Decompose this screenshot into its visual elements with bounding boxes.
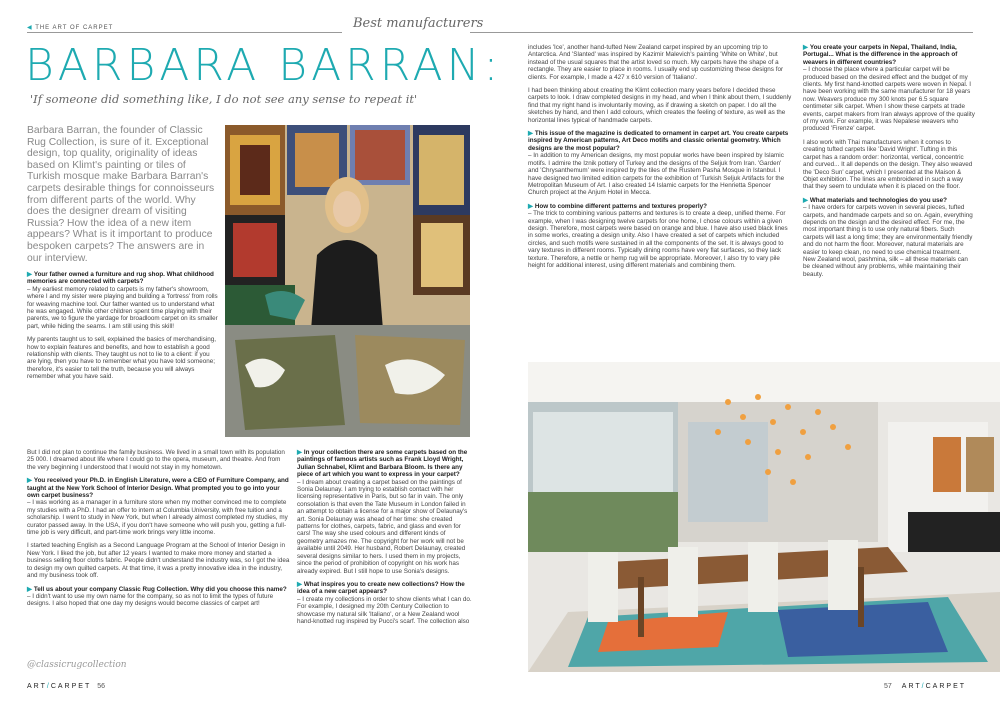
question: ▶ In your collection there are some carpets based on the paintings of famous artists such as Frank Lloyd Wright, Julian Schnabel, Klimt and Barbara Bloom. Is there any piece of art which you want to express in your carpet? bbox=[297, 449, 473, 479]
running-header-text: THE ART OF CARPET bbox=[35, 25, 114, 31]
question: ▶ How to combine different patterns and textures properly? bbox=[528, 203, 792, 210]
answer: – I was working as a manager in a furniture store when my mother convinced me to complete my studies with a PhD. I had an offer to intern at Columbia University, with free tuition and a scholarship. I went to study in New York, but when I already almost completed my studies, my curator passed away. In the USA, if you don't have someone who will push you, getting a full-time job is very difficult, and part-time work brings very little income. bbox=[27, 499, 288, 537]
article-subtitle: 'If someone did something like, I do not see any sense to repeat it' bbox=[30, 92, 418, 106]
portrait-illustration bbox=[225, 125, 470, 437]
interior-photo bbox=[528, 362, 1000, 672]
answer: But I did not plan to continue the family business. We lived in a small town with its population 25 000. I dreamed about life where I could go to the opera, museum, and theatre. And from the very beginning I understood that I would not stay in my hometown. bbox=[27, 449, 285, 471]
column-left-lower bbox=[27, 449, 290, 614]
arrow-icon: ◀ bbox=[27, 25, 33, 31]
answer: includes 'Ice', another hand-tufted New Zealand carpet inspired by an upcoming trip to Antarctica. And 'Slanted' was inspired by Kazimir Malevich's painting 'White on White', but instead of the usual squares that the artist loved so much. My carpets have the shape of a rectangle. They are easier to place in rooms. I usually end up customizing these designs for clients. For example, I made a 427 x 610 version of 'Italiano'. bbox=[528, 44, 784, 81]
column-right-b bbox=[803, 44, 975, 284]
page-number-right: 57 bbox=[884, 683, 892, 690]
page-number-left: 56 bbox=[97, 683, 106, 690]
answer: I started teaching English as a Second Language Program at the School of Interior Design in New York. I liked the job, but after 12 years I wanted to make more money and started a business selling floor cloths fabric. People didn't understand the industry was, so I got the idea to design my own quilted carpets. At that time, it was a pretty innovative idea in the industry, and my business took off. bbox=[27, 542, 290, 580]
column-left-upper bbox=[27, 271, 220, 387]
footer-brand-carpet: CARPET bbox=[50, 683, 92, 690]
intro-block bbox=[27, 125, 220, 264]
question: ▶ This issue of the magazine is dedicated to ornament in carpet art. You create carpets inspired by American patterns, Art Deco motifs and classic oriental geometry. Which designs are the most popular? bbox=[528, 130, 792, 152]
footer-right: 57 ART/CARPET bbox=[884, 683, 967, 690]
answer: My parents taught us to sell, explained the basics of merchandising, how to explain features and benefits, and how to establish a good relationship with clients. They taught us not to lie to a client: if you are lying, then you have to remember what you have told someone; therefore, it's easier to tell the truth, because you will always remember what you have said. bbox=[27, 336, 217, 381]
answer: – I choose the place where a particular carpet will be produced based on the desired effect and the budget of my clients. My first hand-knotted carpets were woven in Nepal. I have been working with the same manufacturer for 18 years now. Weavers produce my 300 knots per 6.5 square centimeter silk carpet. When I show these carpets at trade events, carpet makers from Iran always approve of the quality of my work. For example, it was Nepalese weavers who produced 'Firenze' carpet. bbox=[803, 66, 975, 133]
footer-left: ART/CARPET 56 bbox=[27, 683, 106, 690]
question: ▶ You received your Ph.D. in English Literature, were a CEO of Furniture Company, and taught at the New York School of Interior Design. What prompted you to go into your own carpet business? bbox=[27, 477, 290, 499]
question: ▶ What inspires you to create new collections? How the idea of a new carpet appears? bbox=[297, 581, 473, 596]
footer-brand-art: ART bbox=[901, 683, 922, 690]
header-rule bbox=[27, 32, 342, 33]
answer: – I dream about creating a carpet based on the paintings of Sonia Delaunay. I am trying to establish contact with her licensing representative in Paris, but so far in vain. The only consolation is that even the Tate Museum in London failed in an attempt to obtain a license for a major show of Delaunay's art. Sonia Delaunay was ahead of her time: she created patterns for clothes, carpets, fabric, and glass and even for cars! The way she used colours and different kinds of geometry amazes me. The copyright for her work will not be available until 2049. Her husband, Robert Delaunay, created several designs similar to hers. I used them in my projects, since the period of prohibition of copyright on his work has already expired. But I still hope to use Sonia's designs. bbox=[297, 478, 468, 575]
answer: – I didn't want to use my own name for the company, so as not to limit the types of future designs. I also hoped that one day my designs would become classics of carpet art! bbox=[27, 592, 274, 608]
answer: – I have orders for carpets woven in several pieces, tufted carpets, and handmade carpets and so on. Again, everything depends on the design and the desired effect. For me, the most important thing is to use only natural fibers. Such carpets will last a long time; they are environmentally friendly and do not harm the floor. Moreover, natural materials are easier to keep clean, no need to use chemical treatment. New Zealand wool, pashmina, silk – all these materials can be cleaned without any problems, while maintaining their beauty. bbox=[803, 204, 973, 278]
running-header bbox=[27, 24, 113, 31]
footer-brand-art: ART bbox=[27, 683, 47, 690]
interior-illustration bbox=[528, 362, 1000, 672]
question: ▶ Your father owned a furniture and rug shop. What childhood memories are connected with carpets? bbox=[27, 271, 220, 286]
answer: – My earliest memory related to carpets is my father's showroom, where I and my sister were playing and building a 'fortress' from rolls for weaving machine tool. Our father wanted us to understand what he was engaged. While other children spent time playing with their parents, we to figure the yardage for broadloom carpet on its smaller part, while hiding the seams. I am still using this skill! bbox=[27, 285, 218, 330]
intro-text: Barbara Barran, the founder of Classic Rug Collection, is sure of it. Exceptional design, top quality, originality of ideas based on Klimt's painting or tiles of Turkish mosque make Barbara Barran's carpets desirable things for connoisseurs from different parts of the world. Why does the designer dream of visiting Russia? How the idea of a new item appears? What is it important to produce bespoken carpets? The answers are in our interview. bbox=[27, 125, 215, 264]
answer: I had been thinking about creating the Klimt collection many years before I decided these carpets to look. I draw completed designs in my head, and when I think about them, I suddenly find that my right hand is involuntarily moving, as if drawing a sketch on paper. I do all the sketches by hand, and then I add colours, which creates the feeling of texture, as well as the horizontal lines typical of handmade carpets. bbox=[528, 87, 792, 124]
answer: – I create my collections in order to show clients what I can do. For example, I designed my 20th Century Collection to showcase my natural silk 'Italiano', or a New Zealand wool hand-knotted rug inspired by Pucci's scarf. The collection also bbox=[297, 595, 472, 625]
portrait-photo bbox=[225, 125, 470, 437]
header-rule-right bbox=[470, 32, 973, 33]
footer-brand-carpet: CARPET bbox=[925, 683, 967, 690]
answer: – The trick to combining various patterns and textures is to create a deep, unified theme. For example, when I was designing twelve carpets for one home, I chose colours within a given design. Therefore, most carpets were based on orange and blue. I have also used black lines in some works, creating a design unity. Also I have created a set of carpets which included circles, and such motifs were sustained in all the components of the set. It is always good to vary textures in different rooms. Typically dining rooms have very flat surfaces, so they lack texture. Therefore, a nettle or hemp rug will be appropriate. Moreover, I also try to vary pile height for additional interest, using different materials and combining them. bbox=[528, 210, 788, 269]
answer: – In addition to my American designs, my most popular works have been inspired by Islamic motifs. I admire the Iznik pottery of Turkey and the designs of the Seljuk from Iran. 'Garden' and 'Chrysanthemum' were inspired by the tiles of the Rustem Pasha Mosque in Istanbul. I have designed two limited edition carpets for the exhibition of 'Turkish Seljuk Artifacts for the Metropolitan Museum of Art. I also created 14 Islamic carpets for the Henrietta Spencer Church project at the Anjum Hotel in Mecca. bbox=[528, 152, 785, 197]
column-middle bbox=[297, 449, 473, 631]
answer: I also work with Thai manufacturers when it comes to creating tufted carpets like 'David Wright'. Tufting in this carpet has a random order: horizontal, vertical, concentric and curved... It all depends on the design. They also weaved the 'Deco Sun' carpet, which I presented at the Maison & Objet exhibition. The lines are embroidered in such a way that they seem to undulate when it is placed on the floor. bbox=[803, 138, 973, 191]
article-title: BARBARA BARRAN: bbox=[25, 40, 503, 91]
column-right-a bbox=[528, 44, 792, 275]
question: ▶ What materials and technologies do you use? bbox=[803, 197, 975, 204]
question: ▶ Tell us about your company Classic Rug Collection. Why did you choose this name? bbox=[27, 586, 290, 593]
question: ▶ You create your carpets in Nepal, Thailand, India, Portugal... What is the difference in the approach of weavers in different countries? bbox=[803, 44, 975, 66]
instagram-handle[interactable]: @classicrugcollection bbox=[27, 660, 127, 670]
section-label: Best manufacturers bbox=[353, 16, 484, 31]
